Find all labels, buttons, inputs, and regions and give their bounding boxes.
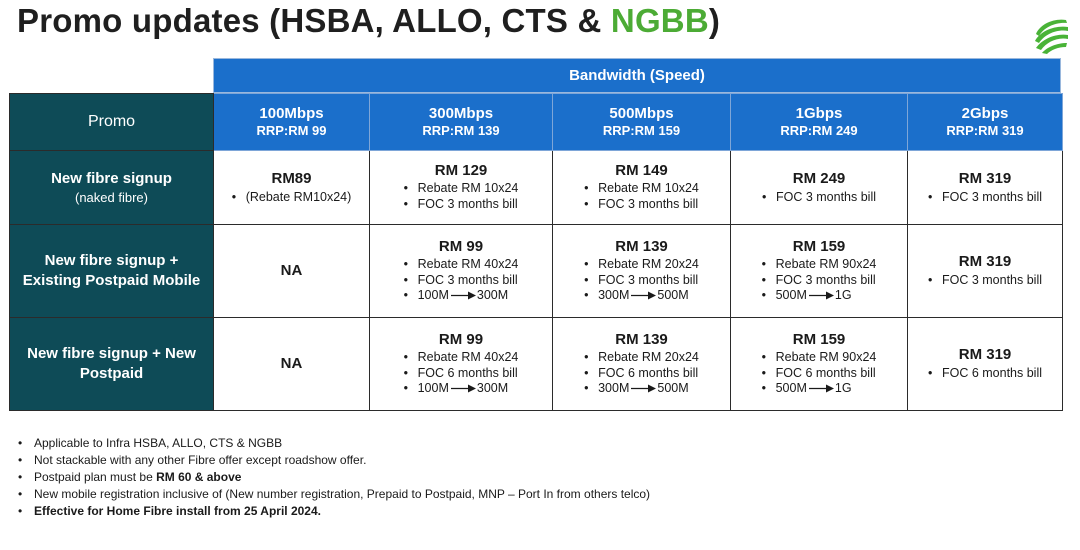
brand-logo-icon	[1030, 14, 1072, 56]
upgrade-from: 300M	[598, 381, 630, 395]
offer-bullet: • FOC 6 months bill	[404, 366, 519, 382]
right-arrow-icon	[450, 384, 476, 393]
offer-bullet: • FOC 3 months bill	[404, 273, 519, 289]
note-item	[18, 486, 650, 503]
offer-cell	[731, 225, 908, 318]
upgrade-from: 500M	[775, 288, 807, 302]
offer-bullet: • FOC 3 months bill	[762, 190, 876, 206]
speed-upgrade-bullet	[762, 288, 877, 304]
offer-details	[762, 257, 877, 304]
note-text: Not stackable with any other Fibre offer except roadshow offer.	[34, 453, 367, 467]
offer-price: RM 99	[438, 331, 484, 348]
speed-upgrade-bullet	[584, 381, 699, 397]
offer-cell	[908, 225, 1063, 318]
offer-bullet: • Rebate RM 40x24	[404, 350, 519, 366]
offer-price: RM 129	[434, 162, 488, 180]
speed-label: 2Gbps	[961, 105, 1009, 122]
right-arrow-icon	[630, 291, 656, 300]
offer-price: RM 99	[438, 238, 484, 255]
offer-bullet: • FOC 3 months bill	[762, 273, 877, 289]
offer-bullet: • FOC 3 months bill	[928, 273, 1042, 289]
offer-bullet: • (Rebate RM10x24)	[232, 190, 352, 206]
rrp-label: RRP:RM 99	[256, 123, 327, 138]
bandwidth-header: Bandwidth (Speed)	[213, 58, 1061, 93]
offer-price: RM 319	[958, 253, 1012, 270]
offer-price: RM89	[271, 169, 312, 187]
title-prefix: Promo updates (HSBA, ALLO, CTS &	[17, 2, 611, 39]
note-bold: Effective for Home Fibre install from 25 April 2024.	[34, 504, 321, 518]
upgrade-from: 100M	[417, 288, 449, 302]
speed-label: 300Mbps	[428, 105, 494, 122]
offer-details	[584, 181, 699, 212]
upgrade-to: 500M	[657, 288, 689, 302]
offer-cell	[553, 225, 731, 318]
note-text: Postpaid plan must be	[34, 470, 157, 484]
table-row	[10, 318, 1063, 411]
speed-label: 500Mbps	[609, 105, 674, 122]
upgrade-from: 500M	[775, 381, 807, 395]
offer-details	[928, 190, 1042, 206]
note-item	[18, 503, 650, 520]
note-text: Applicable to Infra HSBA, ALLO, CTS & NGBB	[34, 436, 283, 450]
offer-bullet: • Rebate RM 10x24	[584, 181, 699, 197]
rrp-label: RRP:RM 249	[780, 123, 858, 138]
note-item	[18, 435, 650, 452]
offer-cell	[214, 151, 370, 225]
offer-price: RM 319	[958, 346, 1012, 363]
offer-price: RM 159	[792, 238, 846, 255]
upgrade-to: 1G	[834, 381, 852, 395]
offer-details	[584, 350, 699, 397]
offer-bullet: • FOC 6 months bill	[584, 366, 699, 382]
offer-price: RM 249	[792, 169, 846, 187]
offer-details	[928, 273, 1042, 289]
terms-notes	[18, 435, 650, 520]
speed-label: 1Gbps	[795, 105, 843, 122]
upgrade-to: 300M	[476, 288, 509, 302]
title-highlight: NGBB	[610, 2, 709, 39]
offer-cell	[908, 151, 1063, 225]
not-available-label: NA	[280, 262, 303, 279]
offer-bullet: • Rebate RM 10x24	[404, 181, 519, 197]
right-arrow-icon	[630, 384, 656, 393]
rrp-label: RRP:RM 319	[946, 123, 1024, 138]
offer-cell	[553, 318, 731, 411]
offer-details	[404, 181, 519, 212]
offer-bullet: • FOC 6 months bill	[762, 366, 877, 382]
offer-cell	[370, 318, 553, 411]
offer-cell	[731, 151, 908, 225]
offer-bullet: • Rebate RM 20x24	[584, 257, 699, 273]
upgrade-to: 1G	[834, 288, 852, 302]
offer-cell	[214, 225, 370, 318]
offer-cell	[370, 151, 553, 225]
page-title	[17, 2, 720, 40]
offer-price: RM 159	[792, 331, 846, 348]
not-available-label: NA	[280, 355, 303, 372]
note-text: New mobile registration inclusive of (New number registration, Prepaid to Postpaid, MNP – Port In from others telco)	[34, 487, 651, 501]
upgrade-to: 500M	[657, 381, 689, 395]
speed-upgrade-bullet	[404, 381, 519, 397]
promo-column-header: Promo	[10, 94, 214, 151]
speed-header	[553, 94, 731, 151]
upgrade-from: 100M	[417, 381, 449, 395]
upgrade-to: 300M	[476, 381, 509, 395]
offer-bullet: • FOC 3 months bill	[404, 197, 519, 213]
speed-upgrade-bullet	[584, 288, 699, 304]
offer-bullet: • FOC 3 months bill	[928, 190, 1042, 206]
speed-header	[370, 94, 553, 151]
offer-details	[232, 190, 352, 206]
offer-bullet: • Rebate RM 90x24	[762, 350, 877, 366]
speed-upgrade-bullet	[762, 381, 877, 397]
rrp-label: RRP:RM 159	[602, 123, 681, 138]
promo-subtitle: (naked fibre)	[75, 190, 148, 205]
offer-cell	[370, 225, 553, 318]
promo-row-header	[10, 318, 214, 411]
table-row	[10, 225, 1063, 318]
offer-details	[928, 366, 1042, 382]
offer-bullet: • FOC 3 months bill	[584, 197, 699, 213]
upgrade-from: 300M	[598, 288, 630, 302]
offer-bullet: • Rebate RM 40x24	[404, 257, 519, 273]
offer-bullet: • FOC 3 months bill	[584, 273, 699, 289]
offer-bullet: • Rebate RM 90x24	[762, 257, 877, 273]
right-arrow-icon	[808, 384, 834, 393]
speed-upgrade-bullet	[404, 288, 519, 304]
promo-title: New fibre signup + New Postpaid	[27, 345, 196, 382]
promo-title: New fibre signup + Existing Postpaid Mobile	[22, 252, 201, 289]
promo-row-header	[10, 225, 214, 318]
note-bold: RM 60 & above	[156, 470, 242, 484]
note-item	[18, 469, 650, 486]
promo-title: New fibre signup	[51, 170, 172, 187]
speed-header	[731, 94, 908, 151]
offer-cell	[214, 318, 370, 411]
speed-header	[214, 94, 370, 151]
offer-details	[404, 350, 519, 397]
offer-details	[404, 257, 519, 304]
note-item	[18, 452, 650, 469]
offer-cell	[731, 318, 908, 411]
offer-details	[762, 350, 877, 397]
speed-header-row	[10, 94, 1063, 151]
offer-cell	[908, 318, 1063, 411]
rrp-label: RRP:RM 139	[422, 123, 500, 138]
offer-details	[762, 190, 876, 206]
table-row	[10, 151, 1063, 225]
offer-price: RM 149	[615, 162, 668, 180]
right-arrow-icon	[450, 291, 476, 300]
offer-details	[584, 257, 699, 304]
offer-bullet: • Rebate RM 20x24	[584, 350, 699, 366]
speed-header	[908, 94, 1063, 151]
offer-bullet: • FOC 6 months bill	[928, 366, 1042, 382]
promo-table	[9, 93, 1063, 411]
speed-label: 100Mbps	[259, 105, 324, 122]
title-suffix: )	[708, 2, 721, 39]
offer-price: RM 139	[615, 238, 668, 255]
offer-price: RM 319	[958, 169, 1012, 187]
offer-cell	[553, 151, 731, 225]
offer-price: RM 139	[615, 331, 668, 348]
right-arrow-icon	[808, 291, 834, 300]
promo-row-header	[10, 151, 214, 225]
